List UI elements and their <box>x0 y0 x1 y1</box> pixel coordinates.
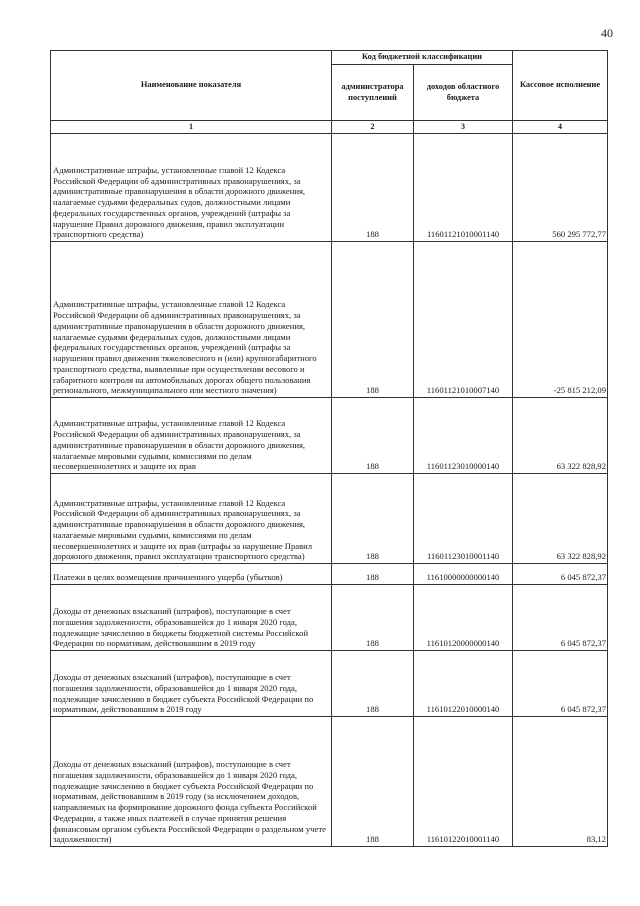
table-row <box>51 564 608 585</box>
page-number: 40 <box>601 26 613 40</box>
table-row <box>51 398 608 474</box>
header-classification-code: Код бюджетной классификации <box>332 51 513 65</box>
row-amount: 6 045 872,37 <box>513 585 608 651</box>
column-number: 1 <box>51 121 332 134</box>
row-name: Доходы от денежных взысканий (штрафов), поступающие в счет погашения задолженности, образовавшейся до 1 января 2020 года, подлежащие зачислению в бюджет субъекта Российской Федерации по нормативам, действовавшим в 2019 году (за исключением доходов, направляемых на формирование дорожного фонда субъекта Российской Федерации, а также иных платежей в случае принятия решения финансовым органом субъекта Российской Федерации о раздельном учете задолженности) <box>51 717 332 847</box>
row-admin-code: 188 <box>332 242 414 398</box>
row-name: Платежи в целях возмещения причиненного ущерба (убытков) <box>51 564 332 585</box>
row-admin-code: 188 <box>332 651 414 717</box>
row-amount: 83,12 <box>513 717 608 847</box>
header-admin: администратора поступлений <box>332 65 414 121</box>
header-income: доходов областного бюджета <box>414 65 513 121</box>
row-admin-code: 188 <box>332 134 414 242</box>
row-name: Административные штрафы, установленные главой 12 Кодекса Российской Федерации об административных правонарушениях, за административные правонарушения в области дорожного движения, налагаемые мировыми судьями, комиссиями по делам несовершеннолетних и защите их прав (штрафы за нарушение Правил дорожного движения, правил эксплуатации транспортного средства) <box>51 474 332 564</box>
row-budget-code: 11601123010001140 <box>414 474 513 564</box>
table-row <box>51 651 608 717</box>
row-admin-code: 188 <box>332 398 414 474</box>
row-admin-code: 188 <box>332 585 414 651</box>
row-budget-code: 11610122010001140 <box>414 717 513 847</box>
row-admin-code: 188 <box>332 564 414 585</box>
header-cash-execution: Кассовое исполнение <box>513 51 608 121</box>
row-budget-code: 11610000000000140 <box>414 564 513 585</box>
table-row <box>51 717 608 847</box>
row-budget-code: 11610122010000140 <box>414 651 513 717</box>
row-budget-code: 11601121010001140 <box>414 134 513 242</box>
row-admin-code: 188 <box>332 474 414 564</box>
row-name: Доходы от денежных взысканий (штрафов), поступающие в счет погашения задолженности, образовавшейся до 1 января 2020 года, подлежащие зачислению в бюджеты бюджетной системы Российской Федерации по нормативам, действовавшим в 2019 году <box>51 585 332 651</box>
row-budget-code: 11601121010007140 <box>414 242 513 398</box>
table-row <box>51 242 608 398</box>
row-amount: 63 322 828,92 <box>513 474 608 564</box>
row-amount: 6 045 872,37 <box>513 651 608 717</box>
row-name: Административные штрафы, установленные главой 12 Кодекса Российской Федерации об административных правонарушениях, за административные правонарушения в области дорожного движения, налагаемые судьями федеральных судов, должностными лицами федеральных государственных органов, учреждений (штрафы за нарушение Правил дорожного движения, правил эксплуатации транспортного средства) <box>51 134 332 242</box>
row-amount: 560 295 772,77 <box>513 134 608 242</box>
row-amount: -25 815 212,09 <box>513 242 608 398</box>
row-budget-code: 11610120000000140 <box>414 585 513 651</box>
column-number: 4 <box>513 121 608 134</box>
table-row <box>51 134 608 242</box>
table-row <box>51 474 608 564</box>
row-name: Административные штрафы, установленные главой 12 Кодекса Российской Федерации об административных правонарушениях, за административные правонарушения в области дорожного движения, налагаемые мировыми судьями, комиссиями по делам несовершеннолетних и защите их прав <box>51 398 332 474</box>
row-budget-code: 11601123010000140 <box>414 398 513 474</box>
header-indicator-name: Наименование показателя <box>51 51 332 121</box>
row-amount: 63 322 828,92 <box>513 398 608 474</box>
column-number: 2 <box>332 121 414 134</box>
budget-table <box>50 50 608 847</box>
row-name: Доходы от денежных взысканий (штрафов), поступающие в счет погашения задолженности, образовавшейся до 1 января 2020 года, подлежащие зачислению в бюджет субъекта Российской Федерации по нормативам, действовавшим в 2019 году <box>51 651 332 717</box>
row-name: Административные штрафы, установленные главой 12 Кодекса Российской Федерации об административных правонарушениях, за административные правонарушения в области дорожного движения, налагаемые судьями федеральных судов, должностными лицами федеральных государственных органов, учреждений (штрафы за нарушения правил движения тяжеловесного и (или) крупногабаритного транспортного средства, выявленные при осуществлении весового и габаритного контроля на автомобильных дорогах общего пользования регионального, межмуниципального или местного значения) <box>51 242 332 398</box>
row-admin-code: 188 <box>332 717 414 847</box>
column-number: 3 <box>414 121 513 134</box>
row-amount: 6 045 872,37 <box>513 564 608 585</box>
table-row <box>51 585 608 651</box>
